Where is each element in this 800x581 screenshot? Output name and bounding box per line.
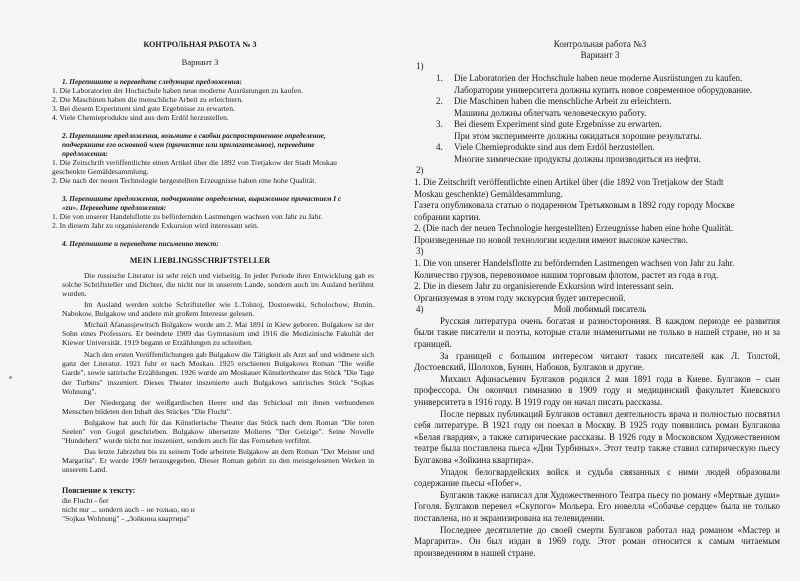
left-variant: Вариант 3 xyxy=(181,57,219,67)
s2-line: собрании картин. xyxy=(414,212,481,222)
ex1-item: 2. Die Maschinen haben die menschliche Arbeit zu erleichtern. xyxy=(52,95,244,104)
left-paragraph: Die russische Literatur ist sehr reich und vielseitig. In jeder Periode ihrer Entwicklung gab es solche Schriftsteller und Dichter, die nicht nur in unserem Lande, sondern auch im Ausland berühmt wurden. xyxy=(62,271,374,299)
s1-russian: При этом эксперименте должны ожидаться хорошие результаты. xyxy=(454,131,702,141)
s2-line: Произведенные по новой технологии изделия имеют высокое качество. xyxy=(414,235,688,245)
ex1-item: 1. Die Laboratorien der Hochschule haben neue moderne Ausrüstungen zu kaufen. xyxy=(52,86,303,95)
ex4-heading: 4. Перепишите и переведите письменно текст: xyxy=(62,239,219,248)
note-item: die Flucht - бег xyxy=(62,496,110,505)
right-paragraph: Последнее десятилетие до своей смерти Булгаков работал над романом «Мастер и Маргарита». Он был издан в 1969 году. Этот роман относится к самым читаемым произведениям в нашей стране. xyxy=(414,525,780,558)
section1-marker: 1) xyxy=(416,61,424,71)
note-item: nicht nur ... sondern auch – не только, но и xyxy=(62,505,195,514)
s2-line: 2. (Die nach der neuen Technologie hergestellten) Erzeugnisse haben eine hohe Qualität. xyxy=(414,223,734,233)
s3-line: Количество грузов, перевозимое нашим торговым флотом, растет из года в год. xyxy=(414,270,719,280)
right-paragraph: За границей с большим интересом читают таких писателей как Л. Толстой, Достоевский, Шолохов, Бунин, Набоков, Булгаков и другие. xyxy=(414,351,780,373)
note-item: "Sojkas Wohnung" - „Зойкина квартира" xyxy=(62,514,190,523)
right-paragraph: Булгаков также написал для Художественного Театра пьесу по роману «Мертвые души» Гоголя. Булгаков перевел «Скупого» Мольера. Его новелла «Собачье сердце» была не только поставлена, но и экранизирована на телевидении. xyxy=(414,490,780,523)
s3-line: 2. Die in diesem Jahr zu organisierende Exkursion wird interessant sein. xyxy=(414,281,674,291)
left-paragraph: Bulgakow hat auch für das Künstlerische Theater das Stück nach dem Roman "Die toten Seelen" von Gogol geschrieben. Bulgakow übersetzte Molieres "Der Geizige". Seine Novelle "Hundeherz" wurde nicht nur inszeniert, sondern auch für das Fernsehen verfilmt. xyxy=(62,418,374,446)
ex1-item: 3. Bei diesem Experiment sind gute Ergebnisse zu erwarten. xyxy=(52,104,235,113)
ex3-heading: 3. Перепишите предложения, подчеркните определение, выраженное причастием I с xyxy=(62,194,342,203)
left-paragraph: Im Ausland werden solche Schriftsteller wie L.Tolstoj, Dostoewski, Scholochow, Bunin, Nabokow, Bulgakow und andere mit großem Interesse gelesen. xyxy=(62,300,374,319)
s1-german: Die Laboratorien der Hochschule haben neue moderne Ausrüstungen zu kaufen. xyxy=(454,73,743,83)
ex3-item: 2. In diesem Jahr zu organisierende Exkursion wird interessant sein. xyxy=(52,221,259,230)
s1-number: 2. xyxy=(436,96,443,106)
ex2-heading: подчеркните его основной член (причастие или прилагательное), переведите xyxy=(62,140,315,149)
ex2-item: 1. Die Zeitschrift veröffentlichte einen Artikel über die 1892 von Tretjakow der Stadt Moskau xyxy=(52,158,337,167)
s3-line: Организуемая в этом году экскурсия будет интересной. xyxy=(414,293,626,303)
left-paragraph: Michail Afanassjewitsch Bulgakow wurde am 2. Mai 1891 in Kiew geboren. Bulgakow ist der Sohn eines Professors. Er beendete 1909 das Gymnasium und 1916 die Medizinische Fakultät der Kiewer Universität. 1919 begann er Erzählungen zu schreiben. xyxy=(62,320,374,348)
s1-russian: Машины должны облегчать человеческую работу. xyxy=(454,108,647,118)
s1-german: Die Maschinen haben die menschliche Arbeit zu erleichtern. xyxy=(454,96,672,106)
right-paragraph: Михаил Афанасьевич Булгаков родился 2 мая 1891 года в Киеве. Булгаков – сын профессора. Он окончил гимназию в 1909 году и медицинский факультет Киевского университета в 1916 году. В 1919 году он начал писать рассказы. xyxy=(414,374,780,407)
left-text-title: MEIN LIEBLINGSSCHRIFTSTELLER xyxy=(129,256,271,265)
left-paragraph: Nach den ersten Veröffentlichungen gab Bulgakow die Tätigkeit als Arzt auf und widmete sich ganz der Literatur. 1921 fuhr er nach Moskau. 1925 erschienen Bulgakows Roman "Die weiße Garde", sowie satirische Erzählungen. 1926 wurde am Moskauer Künstlertheater das Stück "Die Tage der Turbins" inszeniert. Dieses Theater inszenierte auch Bulgakows satirisches Stück "Sojkas Wohnung". xyxy=(62,350,374,396)
s1-russian: Многие химические продукты должны производиться из нефти. xyxy=(454,154,701,164)
ex3-item: 1. Die von unserer Handelsflotte zu befördernden Lastmengen wachsen von Jahr zu Jahr. xyxy=(52,212,323,221)
left-title: КОНТРОЛЬНАЯ РАБОТА № 3 xyxy=(143,40,257,49)
s2-line: Moskau geschenkte) Gemäldesammlung. xyxy=(414,189,563,199)
notes-heading: Пояснение к тексту: xyxy=(62,486,136,495)
right-page xyxy=(400,0,800,581)
ex1-heading: 1. Перепишите и переведите следующие предложения: xyxy=(62,77,242,86)
left-paragraph: Das letzte Jahrzehnt bis zu seinem Tode arbeitete Bulgakow an dem Roman "Der Meister und Margarita". Er wurde 1969 herausgegeben. Dieser Roman gehört zu den meistgelesenen Werken in unserem Land. xyxy=(62,447,374,475)
ex2-item: geschenkte Gemäldesammlung. xyxy=(52,167,149,176)
scan-dot xyxy=(9,376,12,379)
s1-number: 3. xyxy=(436,119,443,129)
right-paragraph: Русская литература очень богатая и разносторонняя. В каждом периоде ее развития были такие писатели и поэты, которые стали знаменитыми не только в нашей стране, но и за границей. xyxy=(414,316,780,349)
section3-marker: 3) xyxy=(416,246,424,256)
right-text-title: Мой любимый писатель xyxy=(553,304,647,314)
right-paragraph: Упадок белогвардейских войск и судьба связанных с ними людей образовали содержание пьесы «Побег». xyxy=(414,467,780,489)
s1-german: Viele Chemieprodukte sind aus dem Erdöl herzustellen. xyxy=(454,142,655,152)
right-title: Контрольная работа №3 xyxy=(553,39,647,49)
ex2-item: 2. Die nach der neuen Technologie hergestellten Erzeugnisse haben eine hohe Qualität. xyxy=(52,176,317,185)
ex3-heading: «zu». Переведите предложения: xyxy=(62,203,167,212)
left-paragraph: Der Niedergang der weißgardischen Heere und das Schicksal mit ihnen verbundenen Menschen bildeten den Inhalt des Stückes "Die Flucht". xyxy=(62,398,374,417)
s1-german: Bei diesem Experiment sind gute Ergebnisse zu erwarten. xyxy=(454,119,662,129)
ex1-item: 4. Viele Chemieprodukte sind aus dem Erdöl herzustellen. xyxy=(52,113,229,122)
section2-marker: 2) xyxy=(416,165,424,175)
ex2-heading: 2. Перепишите предложения, возьмите в скобки распространенное определение, xyxy=(62,131,326,140)
section4-marker: 4) xyxy=(416,304,424,314)
s1-number: 1. xyxy=(436,73,443,83)
s3-line: 1. Die von unserer Handelsflotte zu befördernden Lastmengen wachsen von Jahr zu Jahr. xyxy=(414,258,735,268)
s1-number: 4. xyxy=(436,142,443,152)
right-variant: Вариант 3 xyxy=(580,50,620,60)
s1-russian: Лаборатории университета должны купить новое современное оборудование. xyxy=(454,85,753,95)
right-paragraph: После первых публикаций Булгаков оставил деятельность врача и полностью посвятил себя литературе. В 1921 году он поехал в Москву. В 1925 году появились роман Булгакова «Белая гвардия», а также сатирические рассказы. В 1926 году в Московском Художественном театре была поставлена пьеса «Дни Турбиных». Этот театр также ставил сатирическую пьесу Булгакова «Зойкина квартира». xyxy=(414,409,780,465)
ex2-heading: предложения: xyxy=(62,149,108,158)
s2-line: Газета опубликовала статью о подаренном Третьяковым в 1892 году городу Москве xyxy=(414,200,735,210)
s2-line: 1. Die Zeitschrift veröffentlichte einen Artikel über (die 1892 von Tretjakow der Stadt xyxy=(414,177,724,187)
